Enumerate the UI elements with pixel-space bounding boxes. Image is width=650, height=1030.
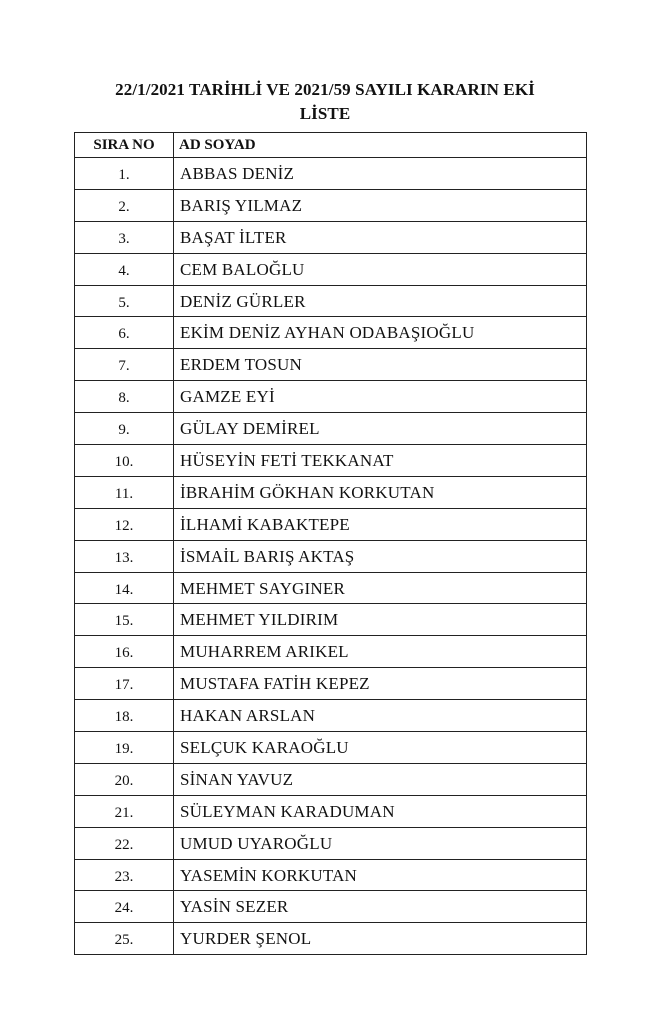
full-name-cell: BARIŞ YILMAZ [174, 189, 587, 221]
table-row [75, 158, 587, 190]
table-row [75, 795, 587, 827]
full-name-cell: MUSTAFA FATİH KEPEZ [174, 668, 587, 700]
row-number-cell: 12. [75, 508, 174, 540]
table-row [75, 445, 587, 477]
full-name-cell: GÜLAY DEMİREL [174, 413, 587, 445]
row-number-cell: 20. [75, 763, 174, 795]
table-row [75, 700, 587, 732]
full-name-cell: UMUD UYAROĞLU [174, 827, 587, 859]
row-number-cell: 5. [75, 285, 174, 317]
full-name-cell: YASİN SEZER [174, 891, 587, 923]
row-number-cell: 15. [75, 604, 174, 636]
table-row [75, 221, 587, 253]
full-name-cell: İLHAMİ KABAKTEPE [174, 508, 587, 540]
row-number-cell: 14. [75, 572, 174, 604]
column-header-ad-soyad: AD SOYAD [174, 133, 587, 158]
row-number-cell: 23. [75, 859, 174, 891]
row-number-cell: 24. [75, 891, 174, 923]
row-number-cell: 10. [75, 445, 174, 477]
table-row [75, 540, 587, 572]
row-number-cell: 7. [75, 349, 174, 381]
row-number-cell: 17. [75, 668, 174, 700]
full-name-cell: ABBAS DENİZ [174, 158, 587, 190]
table-body [75, 158, 587, 955]
row-number-cell: 2. [75, 189, 174, 221]
full-name-cell: MEHMET YILDIRIM [174, 604, 587, 636]
row-number-cell: 1. [75, 158, 174, 190]
full-name-cell: ERDEM TOSUN [174, 349, 587, 381]
full-name-cell: SÜLEYMAN KARADUMAN [174, 795, 587, 827]
table-row [75, 381, 587, 413]
row-number-cell: 18. [75, 700, 174, 732]
row-number-cell: 11. [75, 476, 174, 508]
table-row [75, 189, 587, 221]
full-name-cell: SİNAN YAVUZ [174, 763, 587, 795]
table-row [75, 827, 587, 859]
document-subtitle: LİSTE [299, 104, 351, 123]
row-number-cell: 19. [75, 732, 174, 764]
table-row [75, 572, 587, 604]
row-number-cell: 9. [75, 413, 174, 445]
row-number-cell: 25. [75, 923, 174, 955]
full-name-cell: HÜSEYİN FETİ TEKKANAT [174, 445, 587, 477]
table-row [75, 604, 587, 636]
full-name-cell: HAKAN ARSLAN [174, 700, 587, 732]
row-number-cell: 13. [75, 540, 174, 572]
table-row [75, 508, 587, 540]
table-row [75, 476, 587, 508]
table-row [75, 859, 587, 891]
row-number-cell: 6. [75, 317, 174, 349]
full-name-cell: CEM BALOĞLU [174, 253, 587, 285]
table-row [75, 668, 587, 700]
full-name-cell: YURDER ŞENOL [174, 923, 587, 955]
table-row [75, 413, 587, 445]
document-title: 22/1/2021 TARİHLİ VE 2021/59 SAYILI KARARIN EKİ [115, 80, 535, 99]
row-number-cell: 3. [75, 221, 174, 253]
full-name-cell: MUHARREM ARIKEL [174, 636, 587, 668]
row-number-cell: 16. [75, 636, 174, 668]
row-number-cell: 4. [75, 253, 174, 285]
table-header-row [75, 133, 587, 158]
table-row [75, 636, 587, 668]
roster-table [74, 132, 587, 955]
full-name-cell: MEHMET SAYGINER [174, 572, 587, 604]
full-name-cell: YASEMİN KORKUTAN [174, 859, 587, 891]
table-row [75, 285, 587, 317]
table-row [75, 923, 587, 955]
full-name-cell: İBRAHİM GÖKHAN KORKUTAN [174, 476, 587, 508]
column-header-sira-no: SIRA NO [75, 133, 174, 158]
full-name-cell: BAŞAT İLTER [174, 221, 587, 253]
table-row [75, 763, 587, 795]
full-name-cell: EKİM DENİZ AYHAN ODABAŞIOĞLU [174, 317, 587, 349]
full-name-cell: SELÇUK KARAOĞLU [174, 732, 587, 764]
full-name-cell: DENİZ GÜRLER [174, 285, 587, 317]
row-number-cell: 8. [75, 381, 174, 413]
table-row [75, 891, 587, 923]
full-name-cell: İSMAİL BARIŞ AKTAŞ [174, 540, 587, 572]
full-name-cell: GAMZE EYİ [174, 381, 587, 413]
table-row [75, 349, 587, 381]
table-row [75, 317, 587, 349]
table-row [75, 732, 587, 764]
table-row [75, 253, 587, 285]
row-number-cell: 22. [75, 827, 174, 859]
row-number-cell: 21. [75, 795, 174, 827]
